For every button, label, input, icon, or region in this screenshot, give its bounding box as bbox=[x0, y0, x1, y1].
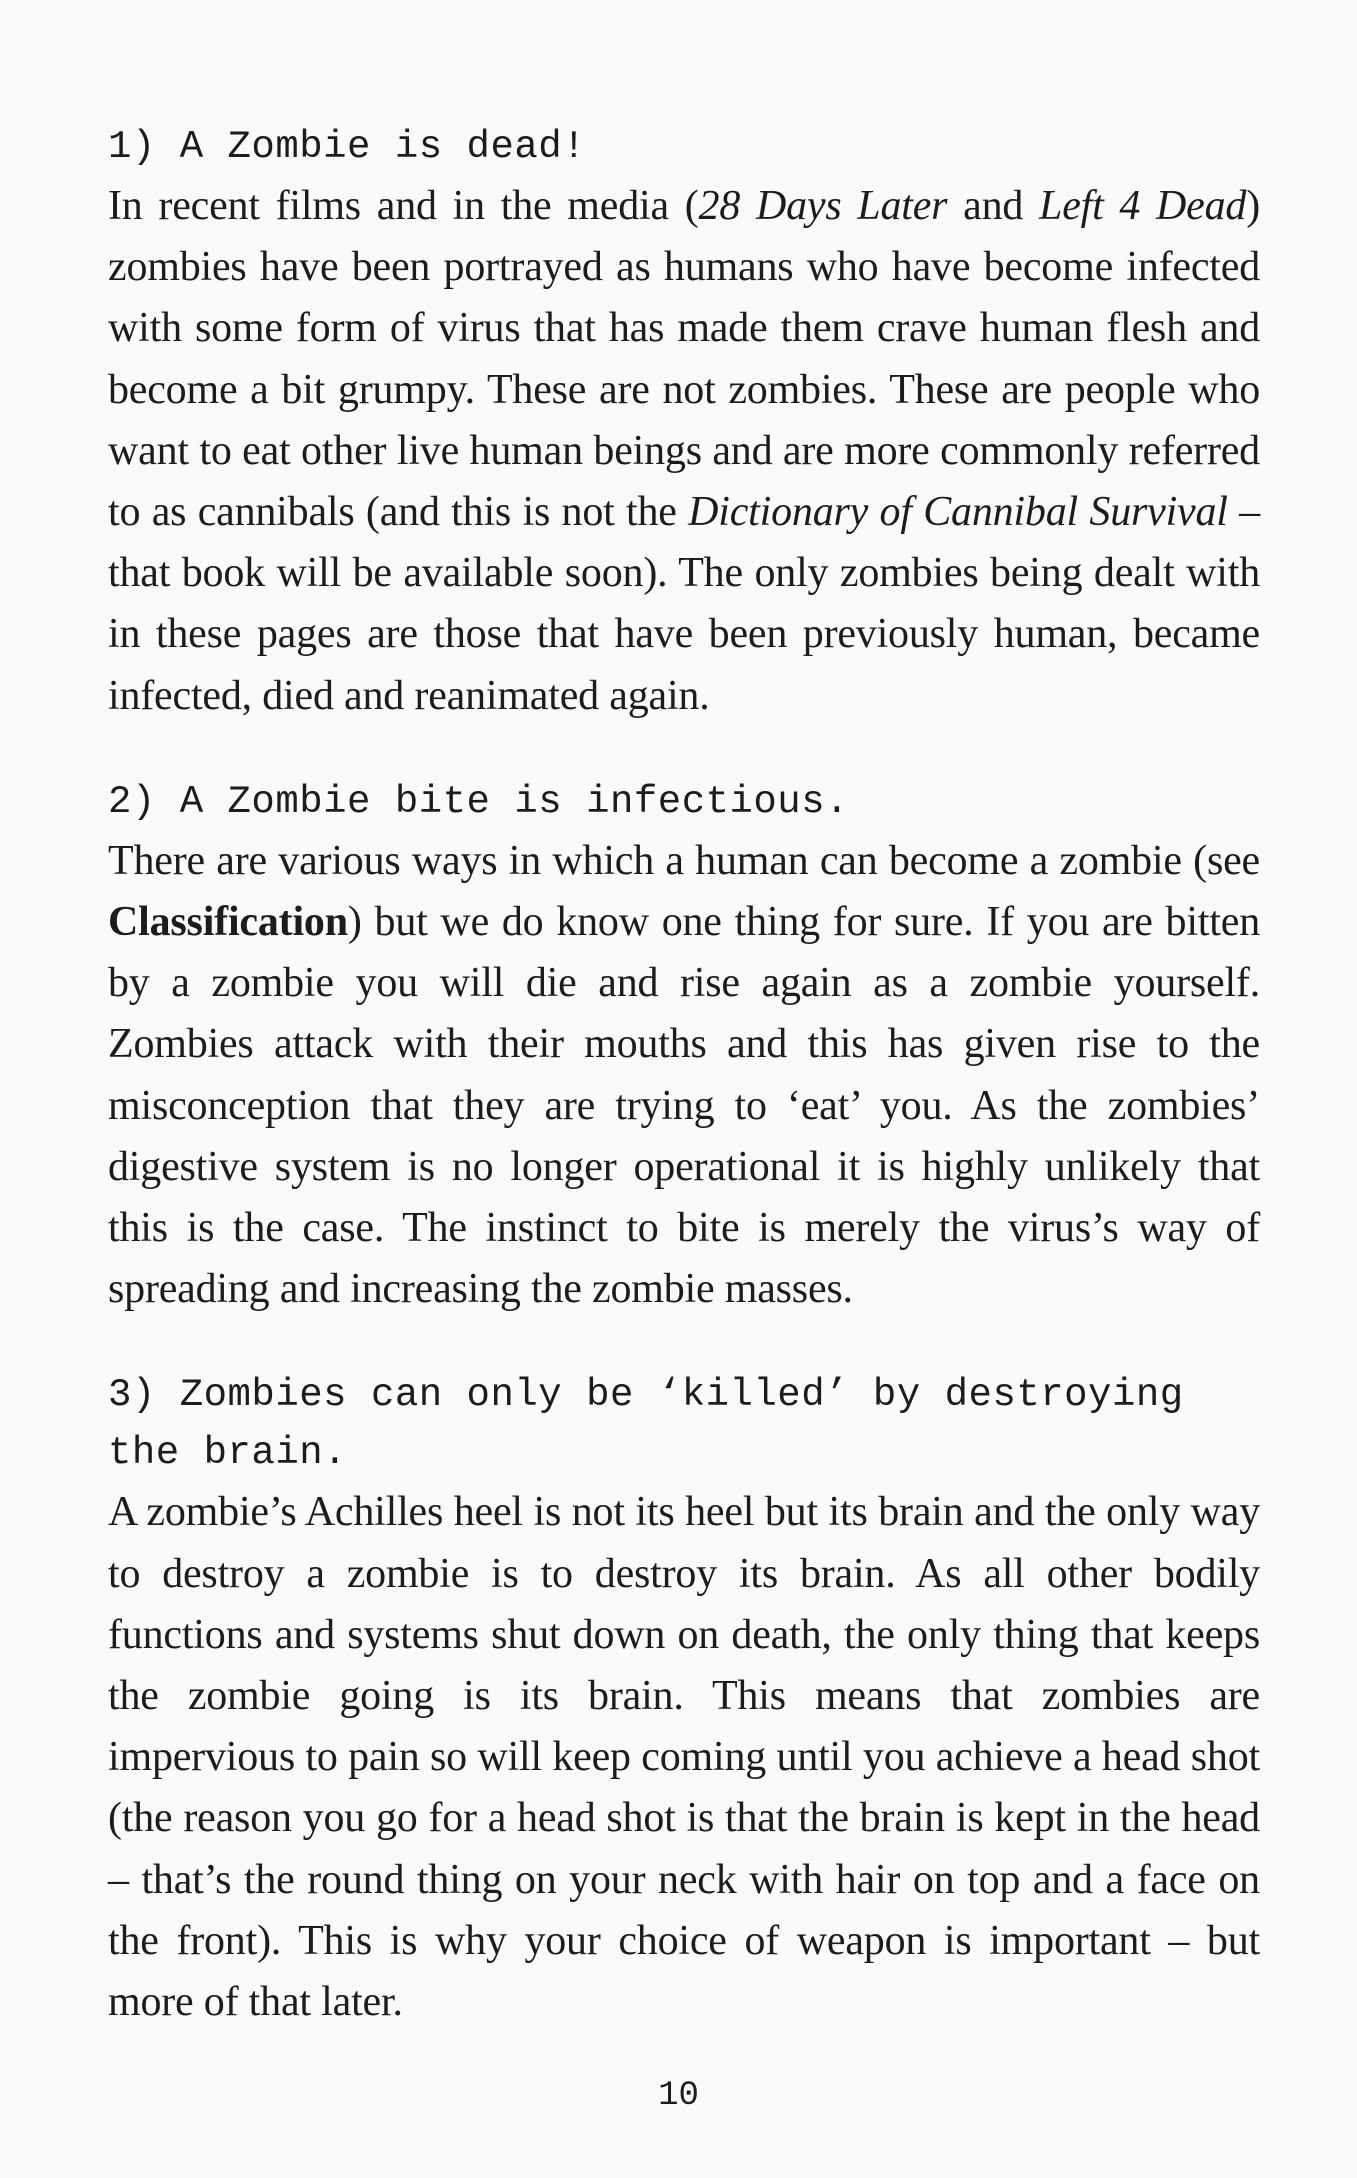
game-title: Left 4 Dead bbox=[1039, 183, 1247, 229]
section-heading: 1) A Zombie is dead! bbox=[108, 125, 587, 169]
book-title: Dictionary of Cannibal Survival bbox=[688, 489, 1228, 536]
page-content bbox=[108, 118, 1260, 2079]
section-2 bbox=[108, 773, 1260, 1321]
film-title: 28 Days Later bbox=[698, 183, 948, 229]
section-heading: 3) Zombies can only be ‘killed’ by destroying the brain. bbox=[108, 1373, 1184, 1476]
page-number: 10 bbox=[658, 2077, 699, 2115]
section-3 bbox=[108, 1366, 1260, 2033]
section-heading: 2) A Zombie bite is infectious. bbox=[108, 779, 850, 824]
body-text: ) but we do know one thing for sure. If you are bitten by a zombie you will die and rise again as a zombie yourself. Zombies attack with their mouths and this has given rise to the misconception that they are trying to ‘eat’ you. As the zombies’ digestive system is no longer operational it is highly unlikely that this is the case. The instinct to bite is merely the virus’s way of spreading and increasing the zombie masses. bbox=[108, 899, 1260, 1313]
section-body bbox=[108, 176, 1260, 727]
cross-reference: Classification bbox=[108, 899, 348, 946]
section-body bbox=[108, 1482, 1260, 2033]
body-text: ) zombies have been portrayed as humans who have become infected with some form of virus that has made them crave human flesh and become a bit grumpy. These are not zombies. These are people who want to eat other live human beings and are more commonly referred to as cannibals (and this is not the bbox=[108, 183, 1260, 536]
body-text: and bbox=[947, 183, 1040, 229]
body-text: A zombie’s Achilles heel is not its heel but its brain and the only way to destroy a zombie is to destroy its brain. As all other bodily functions and systems shut down on death, the only thing that keeps the zombie going is its brain. This means that zombies are impervious to pain so will keep coming until you achieve a head shot (the reason you go for a head shot is that the brain is kept in the head – that’s the round thing on your neck with hair on top and a face on the front). This is why your choice of weapon is important – but more of that later. bbox=[108, 1489, 1260, 2026]
body-text: There are various ways in which a human can become a zombie (see bbox=[108, 837, 1260, 884]
section-1 bbox=[108, 118, 1260, 727]
section-body bbox=[108, 831, 1260, 1321]
body-text: In recent films and in the media ( bbox=[108, 183, 699, 229]
body-text: – that book will be available soon). The only zombies being dealt with in these pages are those that have been previously human, became infected, died and reanimated again. bbox=[108, 489, 1260, 719]
